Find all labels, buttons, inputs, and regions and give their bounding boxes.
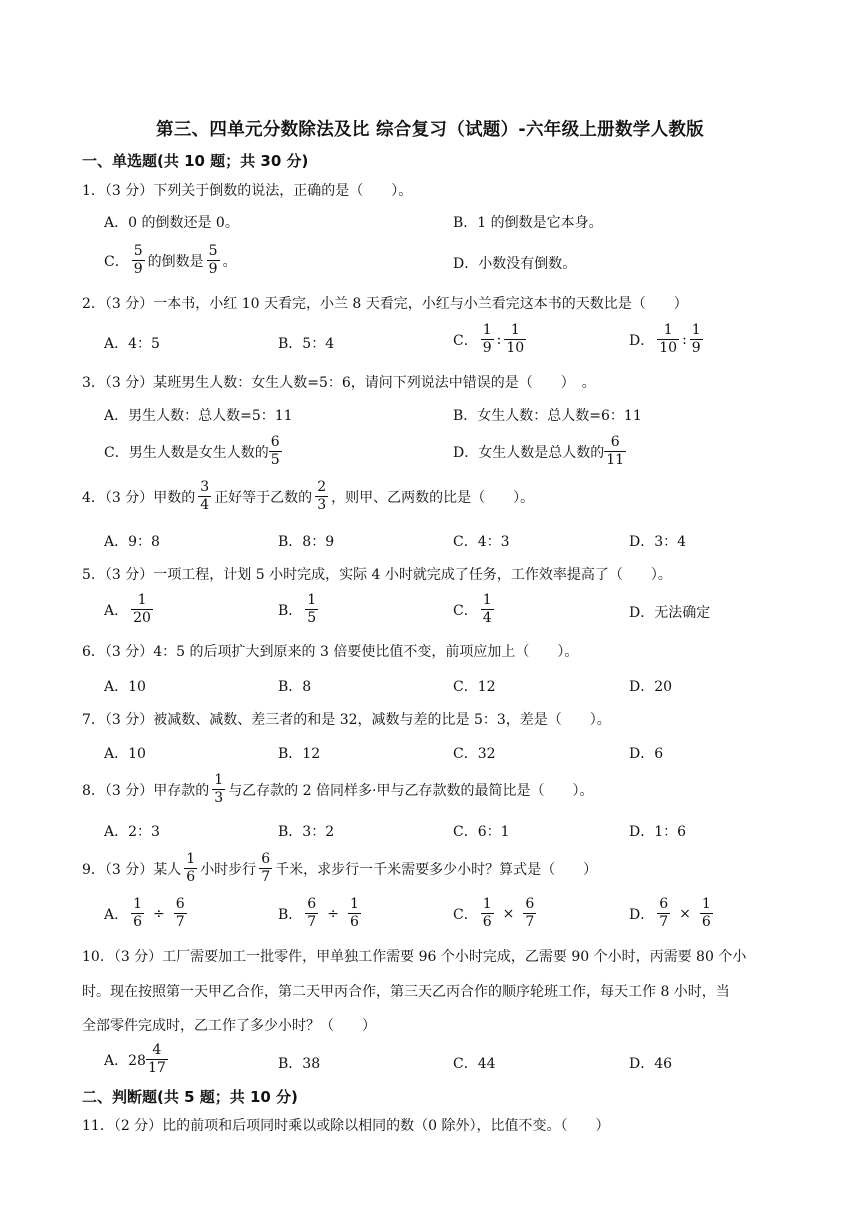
- q6-option-a: A．10: [104, 679, 146, 695]
- denominator: 3: [214, 790, 224, 806]
- stem-text: 4．（3 分）甲数的: [82, 489, 196, 506]
- fraction: [132, 243, 145, 278]
- divide-sign: ÷: [327, 905, 339, 922]
- q4-option-c: C．4：3: [453, 534, 510, 550]
- option-text: 。: [222, 253, 237, 270]
- fraction: [259, 851, 272, 886]
- stem-text: 正好等于乙数的: [214, 489, 313, 506]
- denominator: 7: [175, 914, 185, 930]
- fraction: [146, 1042, 168, 1077]
- q9-option-b: [278, 896, 364, 931]
- numerator: 1: [482, 896, 492, 912]
- denominator: 9: [208, 261, 218, 277]
- numerator: 6: [175, 896, 185, 912]
- denominator: 4: [482, 610, 492, 626]
- q7-option-c: C．32: [453, 746, 496, 762]
- numerator: 6: [307, 896, 317, 912]
- question-10-line-3: 全部零件完成时，乙工作了多少小时？（ ）: [82, 1018, 376, 1034]
- q10-option-d: D．46: [629, 1056, 673, 1072]
- q1-option-a: A．0 的倒数还是 0。: [104, 215, 239, 231]
- numerator: 5: [133, 243, 143, 259]
- denominator: 6: [349, 914, 359, 930]
- numerator: 3: [200, 479, 210, 495]
- denominator: 3: [317, 497, 327, 513]
- fraction: [481, 592, 494, 627]
- q5-option-d: D．无法确定: [629, 605, 711, 621]
- denominator: 7: [525, 914, 535, 930]
- option-label: C．: [453, 332, 478, 349]
- numerator: 6: [525, 896, 535, 912]
- divide-sign: ÷: [153, 905, 165, 922]
- numerator: 6: [270, 434, 280, 450]
- q6-option-b: B．8: [278, 679, 312, 695]
- denominator: 6: [482, 914, 492, 930]
- q7-option-b: B．12: [278, 746, 321, 762]
- numerator: 1: [663, 322, 673, 338]
- option-label: C．: [453, 602, 478, 619]
- numerator: 6: [610, 434, 620, 450]
- numerator: 1: [510, 322, 520, 338]
- q8-option-a: A．2：3: [104, 824, 160, 840]
- q2-option-a: A．4：5: [104, 336, 160, 352]
- denominator: 7: [307, 914, 317, 930]
- numerator: 1: [691, 322, 701, 338]
- numerator: 6: [261, 851, 271, 867]
- q6-option-d: D．20: [629, 679, 673, 695]
- numerator: 4: [152, 1042, 162, 1058]
- multiply-sign: ×: [679, 905, 691, 922]
- question-7-stem: 7．（3 分）被减数、减数、差三者的和是 32，减数与差的比是 5：3，差是（ ）。: [82, 712, 611, 728]
- q9-option-d: [629, 896, 716, 931]
- question-9-stem: [82, 851, 597, 886]
- option-label: B．: [278, 602, 303, 619]
- question-3-stem: 3．（3 分）某班男生人数：女生人数=5：6，请问下列说法中错误的是（ ） 。: [82, 375, 596, 391]
- fraction: [131, 592, 153, 627]
- denominator: 17: [147, 1060, 166, 1076]
- denominator: 6: [133, 914, 143, 930]
- page-title: 第三、四单元分数除法及比 综合复习（试题）-六年级上册数学人教版: [156, 120, 704, 140]
- q1-option-d: D．小数没有倒数。: [453, 256, 577, 272]
- fraction: [481, 322, 494, 357]
- q4-option-b: B．8：9: [278, 534, 335, 550]
- fraction: [523, 896, 536, 931]
- q1-option-c: [104, 243, 237, 278]
- denominator: 20: [133, 610, 151, 626]
- fraction: [504, 322, 526, 357]
- q5-option-c: [453, 592, 497, 627]
- option-label: C．: [104, 253, 129, 270]
- q2-option-c: [453, 322, 529, 357]
- section-heading-true-false: 二、判断题(共 5 题；共 10 分): [82, 1088, 298, 1106]
- ratio-colon: :: [682, 331, 687, 348]
- option-label: A．: [104, 906, 129, 923]
- denominator: 5: [307, 610, 317, 626]
- numerator: 1: [482, 592, 492, 608]
- fraction: [348, 896, 361, 931]
- fraction: [131, 896, 144, 931]
- stem-text: 8．（3 分）甲存款的: [82, 782, 210, 799]
- option-label: D．: [629, 332, 655, 349]
- stem-text: ，则甲、乙两数的比是（ ）。: [331, 489, 535, 506]
- denominator: 9: [133, 261, 143, 277]
- question-11-stem: 11．（2 分）比的前项和后项同时乘以或除以相同的数（0 除外），比值不变。（ ）: [82, 1118, 610, 1134]
- denominator: 9: [691, 340, 701, 356]
- denominator: 4: [200, 497, 210, 513]
- denominator: 6: [186, 869, 196, 885]
- q8-option-d: D．1：6: [629, 824, 687, 840]
- q3-option-c: [104, 434, 285, 469]
- stem-text: 与乙存款的 2 倍同样多·甲与乙存款数的最简比是（ ）。: [228, 782, 594, 799]
- question-10-line-1: 10．（3 分）工厂需要加工一批零件，甲单独工作需要 96 个小时完成，乙需要 90 个小时，丙需要 80 个小: [82, 949, 747, 965]
- option-label: B．: [278, 906, 303, 923]
- q10-option-a: [104, 1042, 171, 1077]
- numerator: 1: [482, 322, 492, 338]
- question-6-stem: 6．（3 分）4：5 的后项扩大到原来的 3 倍要使比值不变，前项应加上（ ）。: [82, 644, 579, 660]
- q2-option-d: [629, 322, 706, 357]
- fraction: [184, 851, 197, 886]
- question-1-stem: 1．（3 分）下列关于倒数的说法，正确的是（ ）。: [82, 183, 413, 199]
- fraction: [690, 322, 703, 357]
- denominator: 7: [659, 914, 669, 930]
- q3-option-d: [453, 434, 629, 469]
- denominator: 11: [606, 452, 625, 468]
- q9-option-c: [453, 896, 539, 931]
- numerator: 1: [701, 896, 711, 912]
- numerator: 1: [214, 772, 224, 788]
- q7-option-d: D．6: [629, 746, 664, 762]
- option-text: C．男生人数是女生人数的: [104, 444, 269, 461]
- fraction: [481, 896, 494, 931]
- question-5-stem: 5．（3 分）一项工程，计划 5 小时完成，实际 4 小时就完成了任务，工作效率提高了（ ）。: [82, 567, 672, 583]
- fraction: [207, 243, 220, 278]
- q1-option-b: B．1 的倒数是它本身。: [453, 215, 603, 231]
- numerator: 1: [307, 592, 317, 608]
- fraction: [269, 434, 282, 469]
- option-text: A．28: [104, 1052, 146, 1069]
- option-label: C．: [453, 906, 478, 923]
- q10-option-b: B．38: [278, 1056, 321, 1072]
- fraction: [657, 896, 670, 931]
- fraction: [657, 322, 679, 357]
- option-text: D．女生人数是总人数的: [453, 444, 605, 461]
- denominator: 10: [506, 340, 525, 356]
- q6-option-c: C．12: [453, 679, 496, 695]
- numerator: 1: [137, 592, 147, 608]
- ratio-colon: :: [496, 331, 502, 348]
- denominator: 9: [482, 340, 492, 356]
- denominator: 10: [659, 340, 678, 356]
- question-10-line-2: 时。现在按照第一天甲乙合作，第二天甲丙合作，第三天乙丙合作的顺序轮班工作，每天工作 8 小时，当: [82, 984, 730, 1000]
- denominator: 5: [270, 452, 280, 468]
- fraction: [212, 772, 225, 807]
- q5-option-a: [104, 592, 156, 627]
- section-heading-single-choice: 一、单选题(共 10 题；共 30 分): [82, 152, 309, 170]
- q9-option-a: [104, 896, 190, 931]
- q5-option-b: [278, 592, 321, 627]
- option-label: D．: [629, 906, 655, 923]
- numerator: 5: [208, 243, 218, 259]
- stem-text: 小时步行: [200, 861, 257, 878]
- fraction: [198, 479, 211, 514]
- question-4-stem: [82, 479, 534, 514]
- q2-option-b: B．5：4: [278, 336, 335, 352]
- q4-option-d: D．3：4: [629, 534, 687, 550]
- numerator: 6: [659, 896, 669, 912]
- multiply-sign: ×: [502, 905, 515, 922]
- q8-option-b: B．3：2: [278, 824, 335, 840]
- numerator: 1: [133, 896, 143, 912]
- question-8-stem: [82, 772, 593, 807]
- stem-text: 9．（3 分）某人: [82, 861, 182, 878]
- fraction: [315, 479, 328, 514]
- q10-option-c: C．44: [453, 1056, 496, 1072]
- denominator: 7: [261, 869, 271, 885]
- fraction: [305, 896, 318, 931]
- q4-option-a: A．9：8: [104, 534, 160, 550]
- option-text: 的倒数是: [147, 253, 204, 270]
- numerator: 1: [349, 896, 359, 912]
- numerator: 1: [186, 851, 196, 867]
- numerator: 2: [317, 479, 327, 495]
- fraction: [305, 592, 318, 627]
- denominator: 6: [701, 914, 711, 930]
- question-2-stem: 2．（3 分）一本书，小红 10 天看完，小兰 8 天看完，小红与小兰看完这本书的天数比是（ ）: [82, 296, 688, 312]
- option-label: A．: [104, 602, 129, 619]
- fraction: [174, 896, 187, 931]
- stem-text: 千米，求步行一千米需要多少小时？算式是（ ）: [275, 861, 598, 878]
- q3-option-a: A．男生人数：总人数=5：11: [104, 408, 293, 424]
- q3-option-b: B．女生人数：总人数=6：11: [453, 408, 642, 424]
- q8-option-c: C．6：1: [453, 824, 510, 840]
- fraction: [604, 434, 626, 469]
- fraction: [700, 896, 713, 931]
- q7-option-a: A．10: [104, 746, 146, 762]
